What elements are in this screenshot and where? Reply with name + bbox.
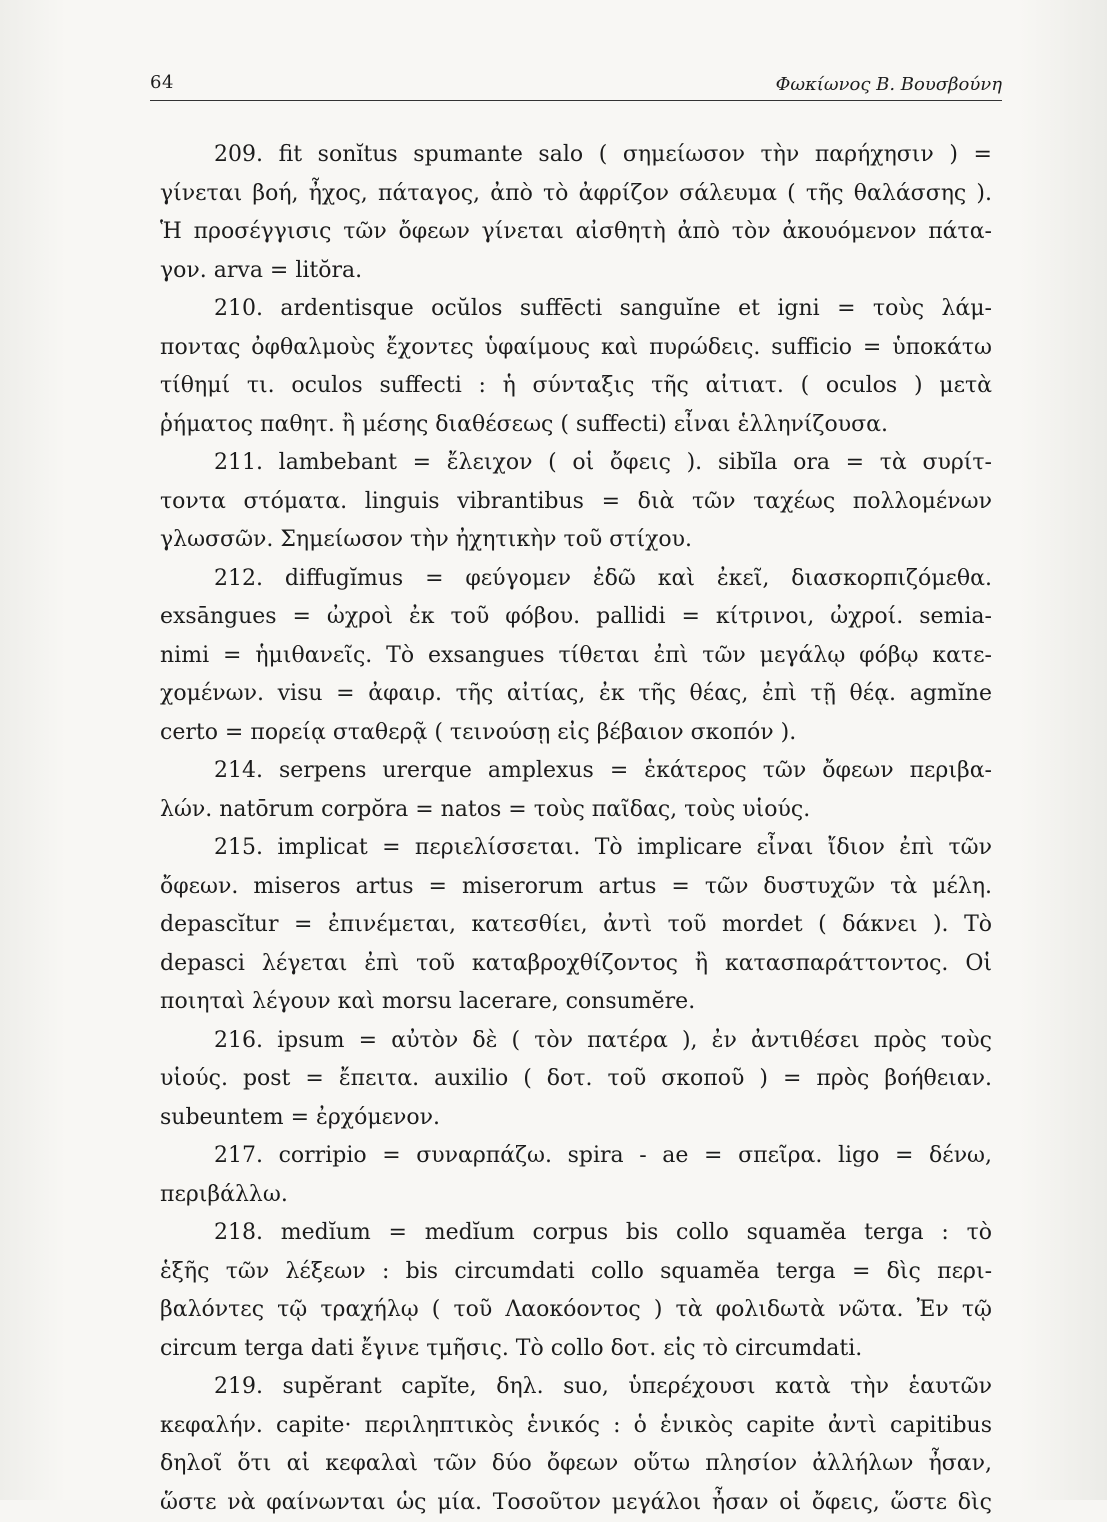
text-line: nimi = ἡμιθανεῖς. Τὸ exsangues τίθεται ἐπὶ τῶν μεγάλῳ φόβῳ κατε-: [160, 637, 992, 676]
text-line: subeuntem = ἐρχόμενον.: [160, 1099, 992, 1138]
text-line: 218. medĭum = medĭum corpus bis collo squamĕa terga : τὸ: [160, 1214, 992, 1253]
text-line: περιβάλλω.: [160, 1176, 992, 1215]
text-line: κεφαλήν. capite· περιληπτικὸς ἑνικός : ὁ ἑνικὸς capite ἀντὶ capitibus: [160, 1407, 992, 1446]
text-line: 214. serpens urerque amplexus = ἑκάτερος τῶν ὄφεων περιβα-: [160, 752, 992, 791]
text-line: βαλόντες τῷ τραχήλῳ ( τοῦ Λαοκόοντος ) τὰ φολιδωτὰ νῶτα. Ἐν τῷ: [160, 1291, 992, 1330]
page-number: 64: [150, 72, 174, 93]
text-line: 212. diffugĭmus = φεύγομεν ἐδῶ καὶ ἐκεῖ, διασκορπιζόμεθα.: [160, 560, 992, 599]
text-line: 209. fit sonĭtus spumante salo ( σημείωσον τὴν παρήχησιν ) =: [160, 136, 992, 175]
text-line: χομένων. visu = ἀφαιρ. τῆς αἰτίας, ἐκ τῆς θέας, ἐπὶ τῇ θέᾳ. agmĭne: [160, 675, 992, 714]
text-line: ἑξῆς τῶν λέξεων : bis circumdati collo squamĕa terga = δὶς περι-: [160, 1253, 992, 1292]
text-line: 210. ardentisque ocŭlos suffēcti sanguĭne et igni = τοὺς λάμ-: [160, 290, 992, 329]
text-line: ποιηταὶ λέγουν καὶ morsu lacerare, consumĕre.: [160, 983, 992, 1022]
text-line: δηλοῖ ὅτι αἱ κεφαλαὶ τῶν δύο ὄφεων οὕτω πλησίον ἀλλήλων ἦσαν,: [160, 1445, 992, 1484]
text-line: ὄφεων. miseros artus = miserorum artus = τῶν δυστυχῶν τὰ μέλη.: [160, 868, 992, 907]
text-line: ποντας ὀφθαλμοὺς ἔχοντες ὑφαίμους καὶ πυρώδεις. sufficio = ὑποκάτω: [160, 329, 992, 368]
text-line: 219. supĕrant capĭte, δηλ. suo, ὑπερέχουσι κατὰ τὴν ἑαυτῶν: [160, 1368, 992, 1407]
text-line: certo = πορείᾳ σταθερᾷ ( τεινούσῃ εἰς βέβαιον σκοπόν ).: [160, 714, 992, 753]
text-line: ὥστε νὰ φαίνωνται ὡς μία. Τοσοῦτον μεγάλοι ἦσαν οἱ ὄφεις, ὥστε δὶς: [160, 1484, 992, 1522]
text-line: γίνεται βοή, ἦχος, πάταγος, ἀπὸ τὸ ἀφρίζον σάλευμα ( τῆς θαλάσσης ).: [160, 175, 992, 214]
running-head: Φωκίωνος Β. Βουσβούνη: [776, 74, 1002, 95]
text-line: 216. ipsum = αὐτὸν δὲ ( τὸν πατέρα ), ἐν ἀντιθέσει πρὸς τοὺς: [160, 1022, 992, 1061]
text-line: 215. implicat = περιελίσσεται. Τὸ implicare εἶναι ἴδιον ἐπὶ τῶν: [160, 829, 992, 868]
text-line: 211. lambebant = ἔλειχον ( οἱ ὄφεις ). sibĭla ora = τὰ συρίτ-: [160, 444, 992, 483]
text-line: circum terga dati ἔγινε τμῆσις. Τὸ collo δοτ. εἰς τὸ circumdati.: [160, 1330, 992, 1369]
commentary-text: [160, 136, 992, 1522]
text-line: ῥήματος παθητ. ἢ μέσης διαθέσεως ( suffecti) εἶναι ἑλληνίζουσα.: [160, 406, 992, 445]
page-header: [150, 66, 1002, 101]
text-line: τοντα στόματα. linguis vibrantibus = διὰ τῶν ταχέως πολλομένων: [160, 483, 992, 522]
text-line: Ἡ προσέγγισις τῶν ὄφεων γίνεται αἰσθητὴ ἀπὸ τὸν ἀκουόμενον πάτα-: [160, 213, 992, 252]
text-line: depasci λέγεται ἐπὶ τοῦ καταβροχθίζοντος ἢ κατασπαράττοντος. Οἱ: [160, 945, 992, 984]
text-line: υἱούς. post = ἔπειτα. auxilio ( δοτ. τοῦ σκοποῦ ) = πρὸς βοήθειαν.: [160, 1060, 992, 1099]
text-line: γον. arva = litŏra.: [160, 252, 992, 291]
text-line: τίθημί τι. oculos suffecti : ἡ σύνταξις τῆς αἰτιατ. ( oculos ) μετὰ: [160, 367, 992, 406]
text-line: γλωσσῶν. Σημείωσον τὴν ἠχητικὴν τοῦ στίχου.: [160, 521, 992, 560]
text-line: λών. natōrum corpŏra = natos = τοὺς παῖδας, τοὺς υἱούς.: [160, 791, 992, 830]
text-line: depascĭtur = ἐπινέμεται, κατεσθίει, ἀντὶ τοῦ mordet ( δάκνει ). Τὸ: [160, 906, 992, 945]
text-line: 217. corripio = συναρπάζω. spira - ae = σπεῖρα. ligo = δένω,: [160, 1137, 992, 1176]
text-line: exsāngues = ὠχροὶ ἐκ τοῦ φόβου. pallidi = κίτρινοι, ὠχροί. semia-: [160, 598, 992, 637]
